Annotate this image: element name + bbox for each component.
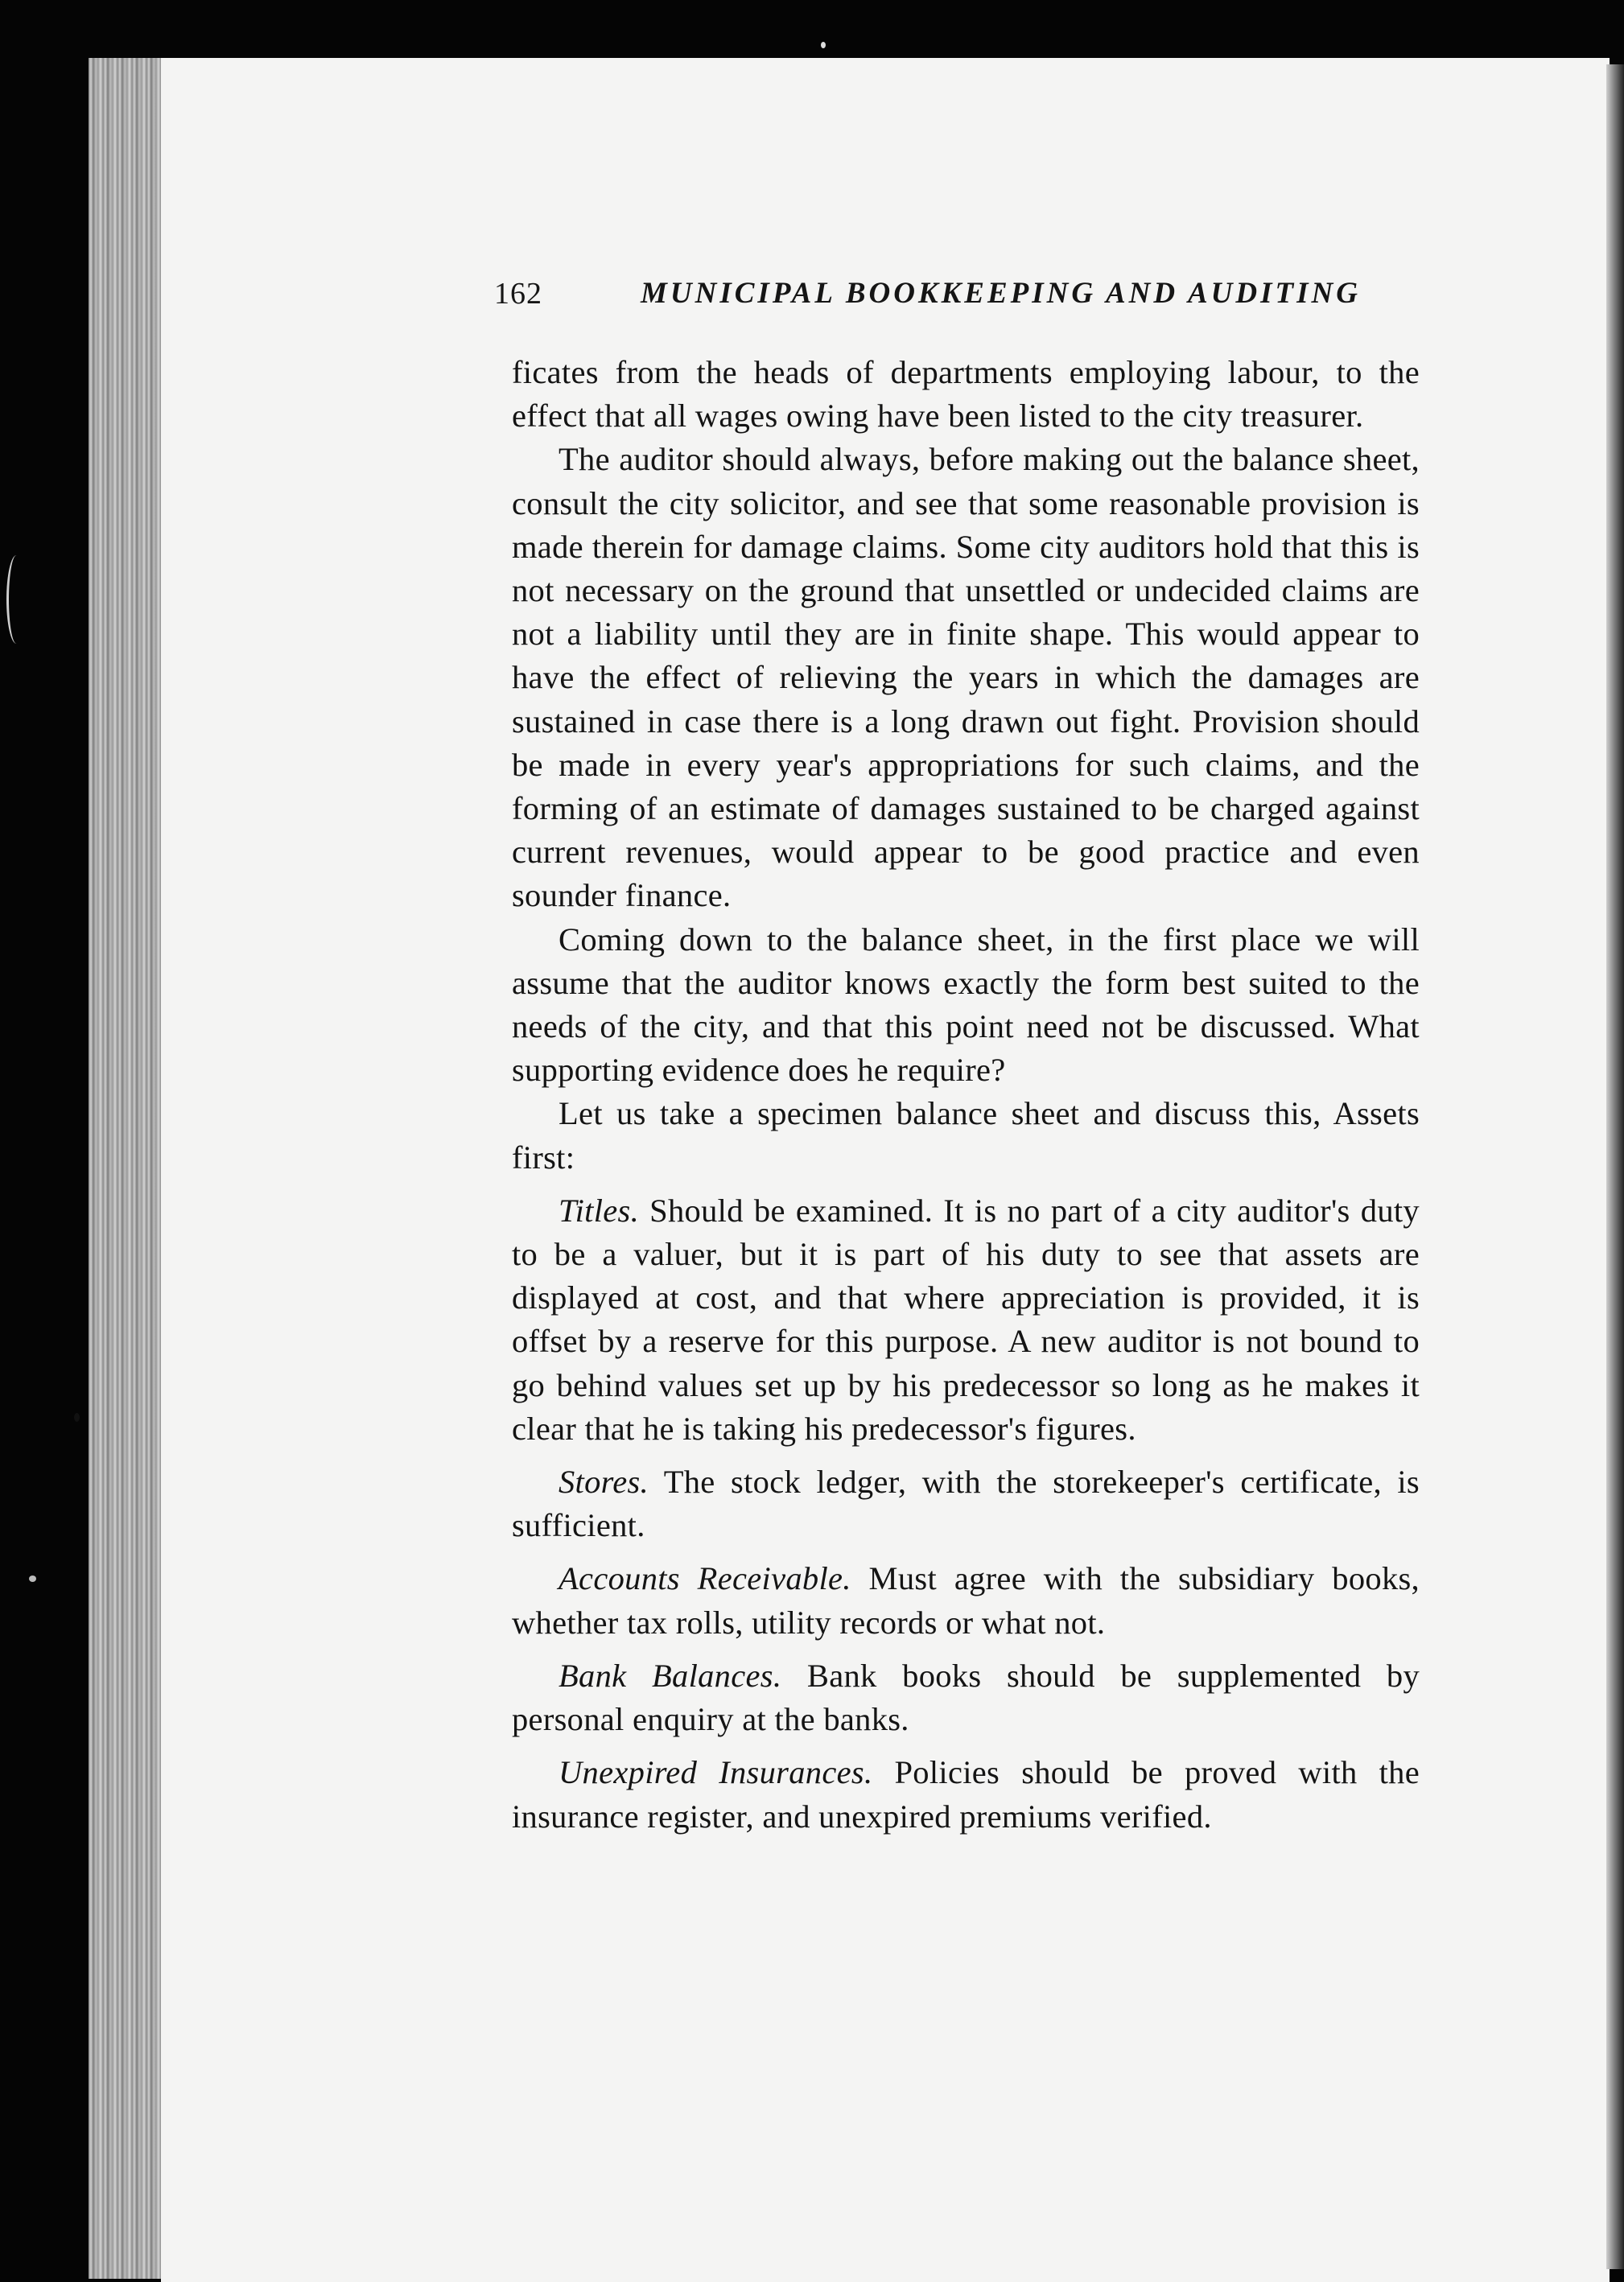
paragraph-assets-intro: Let us take a specimen balance sheet and discuss this, Assets first:: [512, 1095, 1420, 1176]
topic-heading: Bank Balances.: [559, 1657, 782, 1694]
topic-text: Must agree with the subsidiary books, whether tax rolls, utility records or what not.: [512, 1560, 1420, 1641]
paragraph-damage-claims: The auditor should always, before making out the balance sheet, consult the city solicitor, and see that some reasonable provision is made therein for damage claims. Some city auditors hold that this is not necessary on the ground that unsettled or undecided claims are not a liability until they are in finite shape. This would appear to have the effect of relieving the years in which the damages are sustained in case there is a long drawn out fight. Provision should be made in every year's appropriations for such claims, and the forming of an estimate of damages sustained to be charged against current revenues, would appear to be good practice and even sounder finance.: [512, 441, 1420, 914]
body-text: [512, 351, 1420, 1839]
topic-stores: [512, 1460, 1420, 1547]
paragraph-continuation: ficates from the heads of departments employing labour, to the effect that all wages owing have been listed to the city treasurer.: [512, 354, 1420, 435]
topic-heading: Unexpired Insurances.: [559, 1754, 873, 1791]
page-number: 162: [494, 277, 542, 311]
scan-speck: [74, 1413, 80, 1422]
topic-heading: Stores.: [559, 1464, 649, 1501]
topic-heading: Accounts Receivable.: [559, 1560, 851, 1597]
scan-speck: [821, 42, 826, 48]
page-curl-mark: [6, 555, 27, 644]
scan-speck: [29, 1576, 36, 1582]
topic-bank-balances: [512, 1654, 1420, 1741]
topic-text: Should be examined. It is no part of a city auditor's duty to be a valuer, but it is part of his duty to see that assets are displayed at cost, and that where appreciation is provided, it is offset by a reserve for this purpose. A new auditor is not bound to go behind values set up by his predecessor so long as he makes it clear that he is taking his predecessor's figures.: [512, 1192, 1420, 1447]
running-title: MUNICIPAL BOOKKEEPING AND AUDITING: [641, 277, 1361, 310]
paragraph-balance-sheet: Coming down to the balance sheet, in the first place we will assume that the auditor knows exactly the form best suited to the needs of the city, and that this point need not be discussed. What supporting evidence does he require?: [512, 921, 1420, 1089]
page-header: [494, 276, 1420, 324]
topic-unexpired-insurances: [512, 1751, 1420, 1838]
topic-text: The stock ledger, with the storekeeper's certificate, is sufficient.: [512, 1464, 1420, 1544]
topic-accounts-receivable: [512, 1557, 1420, 1644]
topic-titles: [512, 1189, 1420, 1451]
topic-heading: Titles.: [559, 1192, 640, 1229]
topic-text: Policies should be proved with the insurance register, and unexpired premiums verified.: [512, 1754, 1420, 1835]
topic-text: Bank books should be supplemented by personal enquiry at the banks.: [512, 1657, 1420, 1738]
page-right-edge: [1606, 64, 1624, 2269]
